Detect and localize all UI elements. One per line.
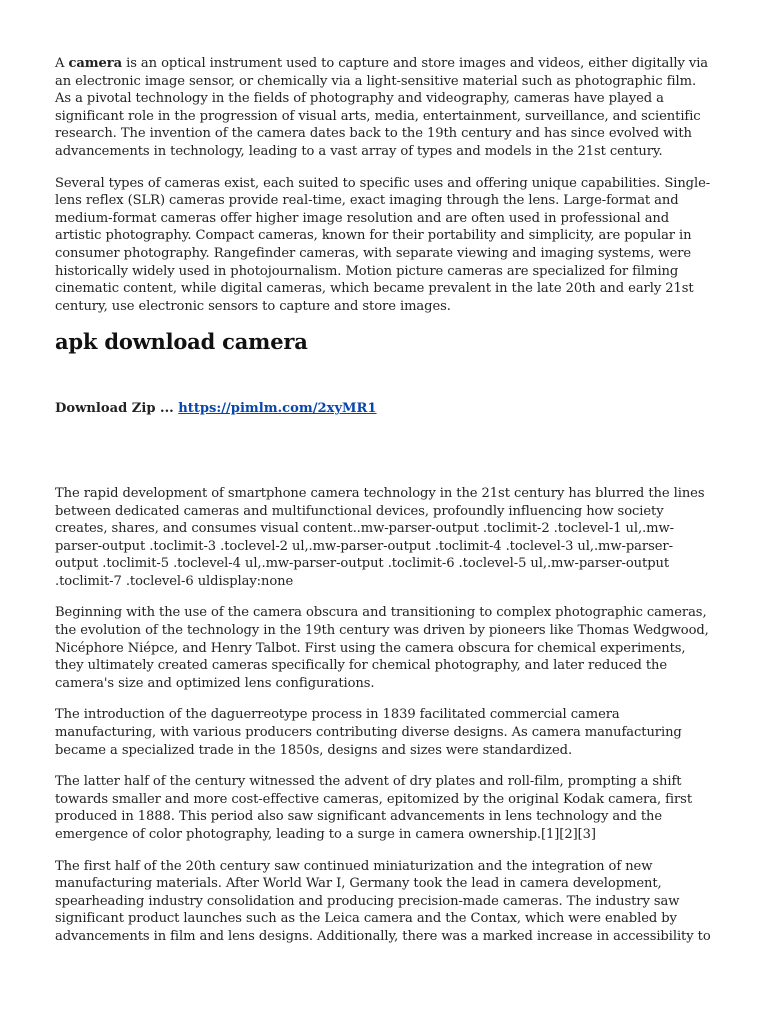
document-page	[55, 55, 715, 960]
twentieth-century-paragraph: The first half of the 20th century saw continued miniaturization and the integration of new manufacturing materials. After World War I, Germany took the lead in camera development, spearheading industry consolidation and producing precision-made cameras. The industry saw significant product launches such as the Leica camera and the Contax, which were enabled by advancements in film and lens designs. Additionally, there was a marked increase in accessibility to	[55, 858, 711, 944]
download-label: Download Zip ...	[55, 401, 179, 417]
smartphone-paragraph: The rapid development of smartphone camera technology in the 21st century has blurred the lines between dedicated cameras and multifunctional devices, profoundly influencing how society creates, shares, and consumes visual content..mw-parser-output .toclimit-2 .toclevel-1 ul,.mw-parser-output .toclimit-3 .toclevel-2 ul,.mw-parser-output .toclimit-4 .toclevel-3 ul,.mw-parser-output .toclimit-5 .toclevel-4 ul,.mw-parser-output .toclimit-6 .toclevel-5 ul,.mw-parser-output .toclimit-7 .toclevel-6 uldisplay:none	[55, 485, 705, 589]
camera-types-paragraph: Several types of cameras exist, each suited to specific uses and offering unique capabilities. Single-lens reflex (SLR) cameras provide real-time, exact imaging through the lens. Large-format and medium-format cameras offer higher image resolution and are often used in professional and artistic photography. Compact cameras, known for their portability and simplicity, are popular in consumer photography. Rangefinder cameras, with separate viewing and imaging systems, were historically widely used in photojournalism. Motion picture cameras are specialized for filming cinematic content, while digital cameras, which became prevalent in the late 20th and early 21st century, use electronic sensors to capture and store images.	[55, 175, 711, 314]
intro-paragraph	[55, 55, 715, 161]
intro-bold-term: camera	[68, 56, 123, 71]
daguerreotype-paragraph: The introduction of the daguerreotype process in 1839 facilitated commercial camera manufacturing, with various producers contributing diverse designs. As camera manufacturing became a specialized trade in the 1850s, designs and sizes were standardized.	[55, 707, 682, 758]
download-line	[55, 400, 715, 418]
download-link[interactable]: https://pimlm.com/2xyMR1	[178, 401, 377, 417]
history-obscura-paragraph: Beginning with the use of the camera obscura and transitioning to complex photographic cameras, the evolution of the technology in the 19th century was driven by pioneers like Thomas Wedgwood, Nicéphore Niépce, and Henry Talbot. First using the camera obscura for chemical experiments, they ultimately created cameras specifically for chemical photography, and later reduced the camera's size and optimized lens configurations.	[55, 605, 709, 691]
dry-plates-paragraph: The latter half of the century witnessed the advent of dry plates and roll-film, prompting a shift towards smaller and more cost-effective cameras, epitomized by the original Kodak camera, first produced in 1888. This period also saw significant advancements in lens technology and the emergence of color photography, leading to a surge in camera ownership.[1][2][3]	[55, 774, 692, 842]
spacer	[55, 418, 715, 485]
intro-rest: is an optical instrument used to capture and store images and videos, either digitally via an electronic image sensor, or chemically via a light-sensitive material such as photographic film. As a pivotal technology in the fields of photography and videography, cameras have played a significant role in the progression of visual arts, media, entertainment, surveillance, and scientific research. The invention of the camera dates back to the 19th century and has since evolved with advancements in technology, leading to a vast array of types and models in the 21st century.	[55, 56, 709, 159]
intro-prefix: A	[55, 56, 69, 71]
page-heading: apk download camera	[55, 329, 308, 355]
